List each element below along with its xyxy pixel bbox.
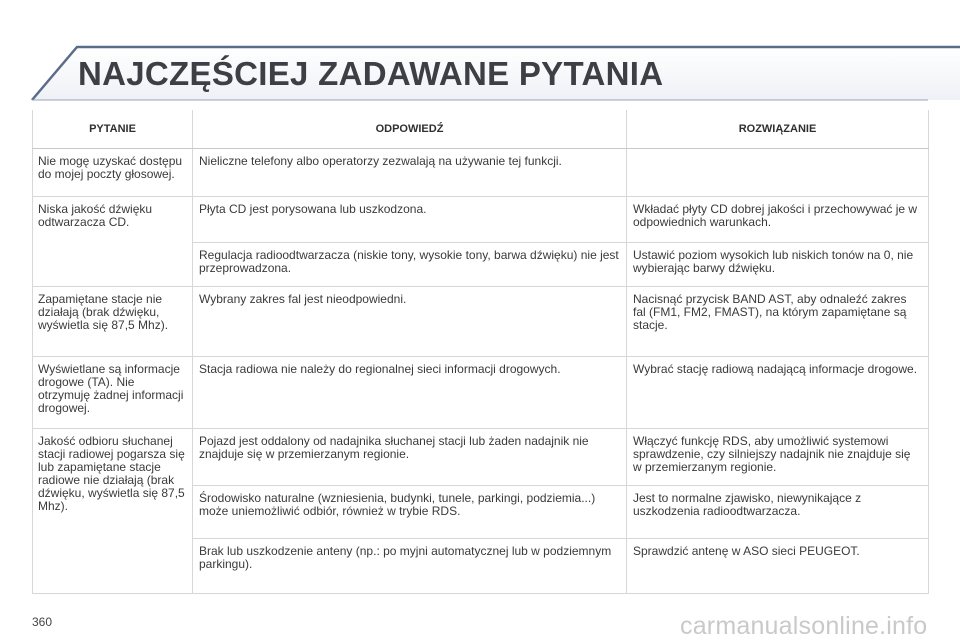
answer-cell: Płyta CD jest porysowana lub uszkodzona. — [193, 197, 627, 243]
question-cell: Nie mogę uzyskać dostępu do mojej poczty głosowej. — [33, 149, 193, 197]
solution-cell: Nacisnąć przycisk BAND AST, aby odnaleźć zakres fal (FM1, FM2, FMAST), na którym zapamiętane są stacje. — [627, 287, 929, 357]
header-solution: ROZWIĄZANIE — [627, 110, 929, 149]
solution-cell: Wybrać stację radiową nadającą informacje drogowe. — [627, 357, 929, 429]
table-row — [33, 149, 929, 197]
solution-cell: Włączyć funkcję RDS, aby umożliwić systemowi sprawdzenie, czy silniejszy nadajnik nie znajduje się w przemierzanym regionie. — [627, 429, 929, 486]
table-row — [33, 197, 929, 243]
table-header-row — [33, 110, 929, 149]
answer-cell: Regulacja radioodtwarzacza (niskie tony, wysokie tony, barwa dźwięku) nie jest przeprowadzona. — [193, 243, 627, 287]
page-title: NAJCZĘŚCIEJ ZADAWANE PYTANIA — [78, 55, 664, 92]
question-cell: Jakość odbioru słuchanej stacji radiowej pogarsza się lub zapamiętane stacje radiowe nie działają (brak dźwięku, wyświetla się 87,5 Mhz). — [33, 429, 193, 594]
answer-cell: Środowisko naturalne (wzniesienia, budynki, tunele, parkingi, podziemia...) może uniemożliwić odbiór, również w trybie RDS. — [193, 486, 627, 539]
answer-cell: Brak lub uszkodzenie anteny (np.: po myjni automatycznej lub w podziemnym parkingu). — [193, 539, 627, 594]
question-cell: Niska jakość dźwięku odtwarzacza CD. — [33, 197, 193, 287]
question-cell: Zapamiętane stacje nie działają (brak dźwięku, wyświetla się 87,5 Mhz). — [33, 287, 193, 357]
solution-cell: Sprawdzić antenę w ASO sieci PEUGEOT. — [627, 539, 929, 594]
page-header — [0, 0, 960, 110]
answer-cell: Wybrany zakres fal jest nieodpowiedni. — [193, 287, 627, 357]
header-answer: ODPOWIEDŹ — [193, 110, 627, 149]
solution-cell — [627, 149, 929, 197]
watermark: carmanualsonline.info — [680, 612, 928, 640]
answer-cell: Nieliczne telefony albo operatorzy zezwalają na używanie tej funkcji. — [193, 149, 627, 197]
solution-cell: Wkładać płyty CD dobrej jakości i przechowywać je w odpowiednich warunkach. — [627, 197, 929, 243]
page-number: 360 — [32, 615, 53, 629]
answer-cell: Stacja radiowa nie należy do regionalnej sieci informacji drogowych. — [193, 357, 627, 429]
answer-cell: Pojazd jest oddalony od nadajnika słuchanej stacji lub żaden nadajnik nie znajduje się w przemierzanym regionie. — [193, 429, 627, 486]
question-cell: Wyświetlane są informacje drogowe (TA). Nie otrzymuję żadnej informacji drogowej. — [33, 357, 193, 429]
table-row — [33, 357, 929, 429]
header-question: PYTANIE — [33, 110, 193, 149]
table-row — [33, 429, 929, 486]
faq-table — [32, 110, 929, 594]
solution-cell: Jest to normalne zjawisko, niewynikające z uszkodzenia radioodtwarzacza. — [627, 486, 929, 539]
solution-cell: Ustawić poziom wysokich lub niskich tonów na 0, nie wybierając barwy dźwięku. — [627, 243, 929, 287]
table-row — [33, 287, 929, 357]
